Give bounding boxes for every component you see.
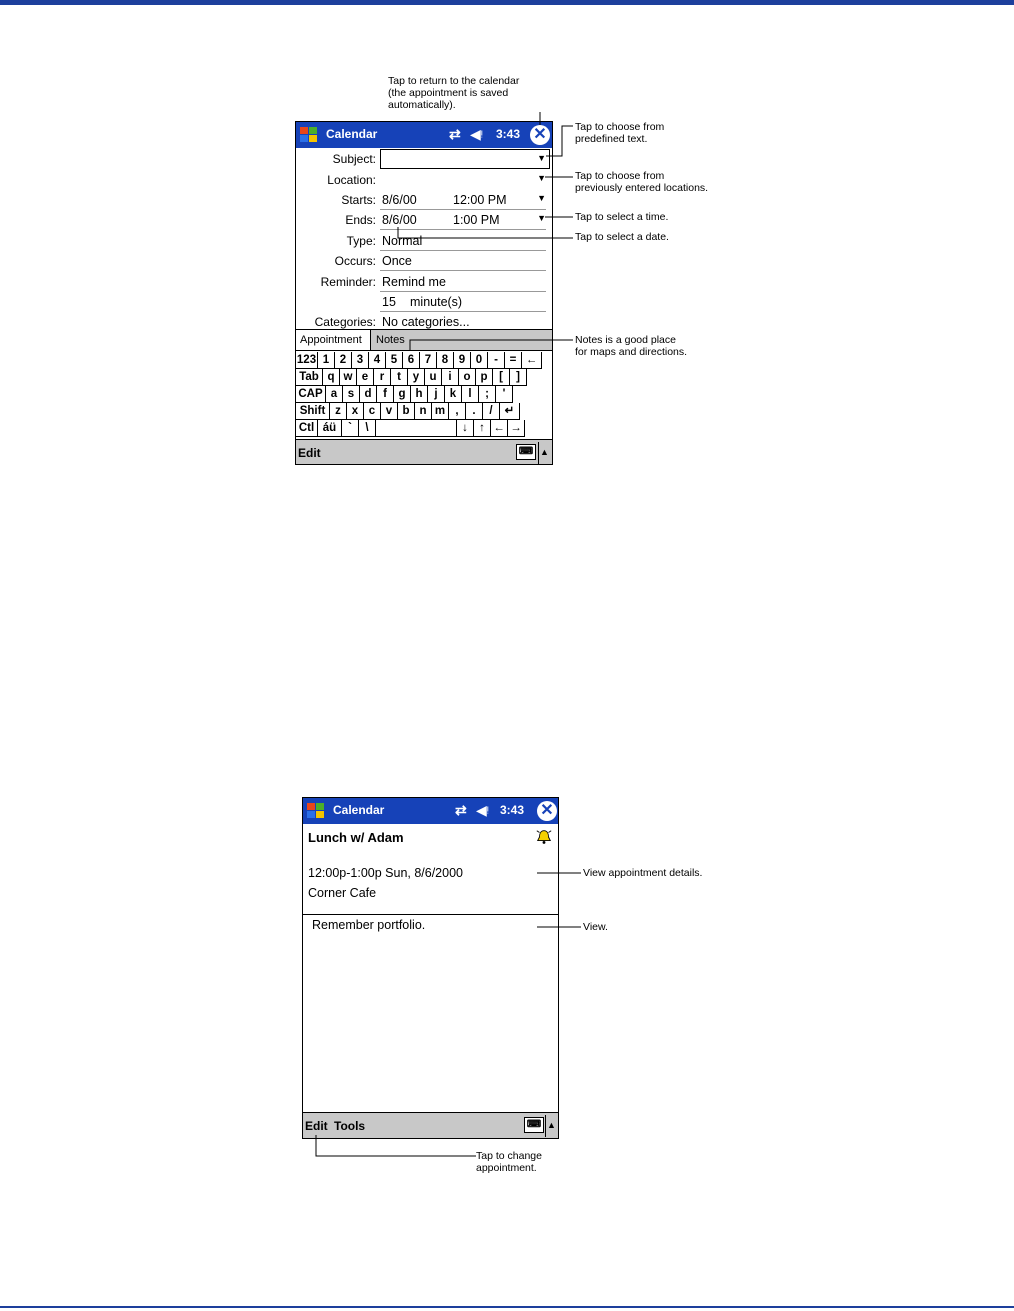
keyboard-key[interactable]: ↵ [500, 403, 520, 420]
occurs-value[interactable]: Once [382, 254, 412, 268]
keyboard-key[interactable]: 9 [454, 352, 471, 369]
tools-menu[interactable]: Tools [334, 1119, 366, 1133]
starts-time[interactable]: 12:00 PM [453, 193, 507, 207]
keyboard-key[interactable]: l [462, 386, 479, 403]
occurs-label: Occurs: [334, 254, 376, 268]
keyboard-key[interactable]: Tab [296, 369, 323, 386]
categories-value[interactable]: No categories... [382, 315, 470, 329]
reminder-value[interactable]: Remind me [382, 275, 446, 289]
keyboard-key[interactable]: 4 [369, 352, 386, 369]
callout-time: Tap to select a time. [575, 211, 669, 223]
keyboard-key[interactable]: Shift [296, 403, 330, 420]
keyboard-key[interactable]: ← [491, 420, 508, 437]
keyboard-key[interactable]: 6 [403, 352, 420, 369]
close-icon[interactable]: ✕ [530, 125, 550, 145]
keyboard-key[interactable]: i [442, 369, 459, 386]
keyboard-key[interactable]: x [347, 403, 364, 420]
subject-label: Subject: [332, 152, 376, 166]
keyboard-icon[interactable]: ⌨ [524, 1117, 544, 1133]
callout-location: Tap to choose from previously entered locations. [575, 170, 709, 194]
keyboard-key[interactable]: Ctl [296, 420, 318, 437]
keyboard-key[interactable]: z [330, 403, 347, 420]
keyboard-key[interactable]: ↓ [457, 420, 474, 437]
keyboard-key[interactable]: c [364, 403, 381, 420]
callout-notes: Notes is a good place for maps and directions. [575, 334, 688, 358]
keyboard-key[interactable]: ↑ [474, 420, 491, 437]
edit-menu[interactable]: Edit [298, 446, 321, 460]
keyboard-key[interactable]: a [326, 386, 343, 403]
sync-icon[interactable]: ⇄ [449, 126, 461, 142]
keyboard-key[interactable]: \ [359, 420, 376, 437]
tab-notes[interactable]: Notes [376, 334, 405, 346]
keyboard-key[interactable]: 123 [296, 352, 318, 369]
reminder-amount[interactable]: 15 [382, 295, 396, 309]
keyboard-key[interactable]: e [357, 369, 374, 386]
keyboard-key[interactable]: p [476, 369, 493, 386]
keyboard-key[interactable]: - [488, 352, 505, 369]
close-icon[interactable]: ✕ [537, 801, 557, 821]
callout-view: View. [583, 921, 608, 933]
keyboard-key[interactable]: 0 [471, 352, 488, 369]
clock-time[interactable]: 3:43 [496, 127, 521, 141]
callout-edit: Tap to change appointment. [476, 1150, 542, 1174]
speaker-icon[interactable]: ◀︎ᵎ [476, 802, 489, 818]
appointment-note: Remember portfolio. [312, 918, 426, 932]
keyboard-key[interactable]: f [377, 386, 394, 403]
ends-date[interactable]: 8/6/00 [382, 213, 417, 227]
input-selector-arrow-icon[interactable]: ▲ [545, 1115, 557, 1137]
app-title: Calendar [333, 803, 385, 817]
keyboard-key[interactable]: = [505, 352, 522, 369]
keyboard-key[interactable]: m [432, 403, 449, 420]
type-label: Type: [346, 234, 376, 248]
input-selector-arrow-icon[interactable]: ▲ [538, 442, 550, 464]
keyboard-key[interactable]: v [381, 403, 398, 420]
location-label: Location: [327, 173, 376, 187]
keyboard-key[interactable]: → [508, 420, 525, 437]
keyboard-key[interactable]: ' [496, 386, 513, 403]
subject-dropdown-icon[interactable]: ▼ [537, 153, 546, 163]
starts-dropdown-icon[interactable]: ▼ [537, 193, 546, 203]
appointment-location: Corner Cafe [308, 886, 377, 900]
callout-date: Tap to select a date. [575, 231, 669, 243]
keyboard-key[interactable]: n [415, 403, 432, 420]
keyboard-key[interactable]: / [483, 403, 500, 420]
keyboard-key[interactable]: 7 [420, 352, 437, 369]
keyboard-key[interactable]: , [449, 403, 466, 420]
starts-label: Starts: [341, 193, 376, 207]
keyboard-key[interactable]: d [360, 386, 377, 403]
keyboard-key[interactable]: j [428, 386, 445, 403]
keyboard-key[interactable]: ] [510, 369, 527, 386]
callout-details: View appointment details. [583, 867, 703, 879]
keyboard-key[interactable]: 5 [386, 352, 403, 369]
keyboard-key[interactable]: 3 [352, 352, 369, 369]
clock-time[interactable]: 3:43 [500, 803, 525, 817]
keyboard-key[interactable]: áü [318, 420, 342, 437]
keyboard-key[interactable]: o [459, 369, 476, 386]
edit-menu[interactable]: Edit [305, 1119, 328, 1133]
keyboard-key[interactable]: b [398, 403, 415, 420]
appointment-datetime: 12:00p-1:00p Sun, 8/6/2000 [308, 866, 463, 880]
keyboard-key[interactable]: ` [342, 420, 359, 437]
keyboard-key[interactable]: r [374, 369, 391, 386]
categories-label: Categories: [314, 315, 376, 329]
ends-label: Ends: [345, 213, 376, 227]
keyboard-key[interactable]: k [445, 386, 462, 403]
tab-appointment[interactable]: Appointment [296, 330, 371, 350]
keyboard-key[interactable]: 1 [318, 352, 335, 369]
bottom-rule [0, 1306, 1014, 1308]
callout-close: Tap to return to the calendar (the appointment is saved automatically). [388, 75, 520, 111]
speaker-icon[interactable]: ◀︎ᵎ [470, 126, 483, 142]
ends-dropdown-icon[interactable]: ▼ [537, 213, 546, 223]
keyboard-key[interactable]: u [425, 369, 442, 386]
ends-time[interactable]: 1:00 PM [453, 213, 500, 227]
keyboard-key[interactable]: ; [479, 386, 496, 403]
keyboard-key[interactable]: y [408, 369, 425, 386]
keyboard-icon[interactable]: ⌨ [516, 444, 536, 460]
keyboard-key[interactable]: g [394, 386, 411, 403]
callout-subject: Tap to choose from predefined text. [575, 121, 665, 145]
sync-icon[interactable]: ⇄ [455, 802, 467, 818]
type-value[interactable]: Normal [382, 234, 423, 248]
keyboard-key[interactable]: ← [522, 352, 542, 369]
keyboard-key[interactable]: s [343, 386, 360, 403]
keyboard-key[interactable]: . [466, 403, 483, 420]
keyboard-key[interactable]: [ [493, 369, 510, 386]
appointment-title: Lunch w/ Adam [308, 830, 404, 845]
app-title: Calendar [326, 127, 378, 141]
location-dropdown-icon[interactable]: ▼ [537, 173, 546, 183]
keyboard-key[interactable]: 8 [437, 352, 454, 369]
reminder-label: Reminder: [320, 275, 376, 289]
starts-date[interactable]: 8/6/00 [382, 193, 417, 207]
keyboard-key[interactable]: t [391, 369, 408, 386]
keyboard-key[interactable]: q [323, 369, 340, 386]
keyboard-key[interactable]: 2 [335, 352, 352, 369]
keyboard-key[interactable]: w [340, 369, 357, 386]
reminder-unit[interactable]: minute(s) [410, 295, 463, 309]
keyboard-key[interactable]: CAP [296, 386, 326, 403]
keyboard-key[interactable]: h [411, 386, 428, 403]
